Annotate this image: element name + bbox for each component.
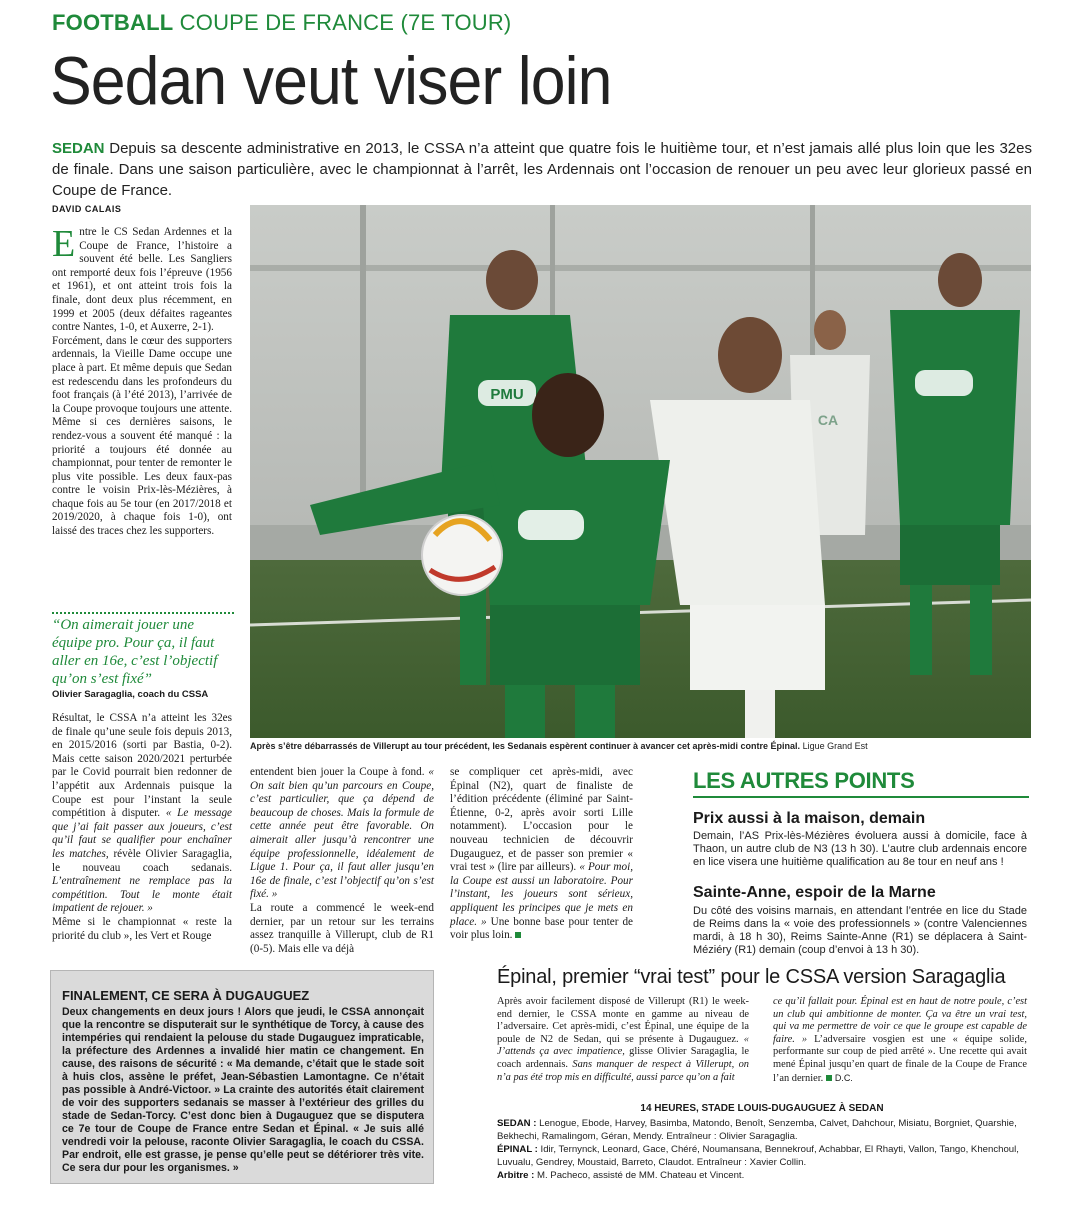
section-kicker <box>52 10 511 36</box>
body-paragraph-3 <box>52 712 232 916</box>
p3-end: révèle Olivier Saragaglia, le nouveau coach sedanais. <box>52 847 233 874</box>
lineup-epinal-label: ÉPINAL : <box>497 1144 538 1155</box>
epinal-column-2 <box>773 996 1027 1085</box>
epinal-signature: D.C. <box>834 1072 853 1083</box>
body-column-1-continued <box>52 712 232 943</box>
body-paragraph-1: ntre le CS Sedan Ardennes et la Coupe de France, l’histoire a souvent été belle. Les Sangliers ont remporté deux fois l’épreuve (1956 et 1961), et ont atteint trois fois la finale, dont deux plus récemment, en 1999 et 2005 (deux défaites rageantes contre Nantes, 1-0, et Auxerre, 2-1). <box>52 226 232 334</box>
match-header: 14 HEURES, STADE LOUIS-DUGAUGUEZ À SEDAN <box>640 1103 884 1114</box>
referee <box>497 1169 1029 1182</box>
lineup-sedan-label: SEDAN : <box>497 1118 537 1129</box>
col2-quote: « On sait bien qu’un parcours en Coupe, c’est particulier, que ça dépend de beaucoup de choses. Mais la formule de cette année peut être favorable. On aimerait aller jusqu’à rencontrer une équipe professionnelle, idéalement de Ligue 1. Pour ça, il faut aller jusqu’en 16e de finale, c’est l’objectif qu’on s’est fixé. » <box>250 766 434 901</box>
photo-credit: Ligue Grand Est <box>802 741 868 751</box>
body-paragraph-4: Même si le championnat « reste la priorité du club », les Vert et Rouge <box>52 915 232 942</box>
epinal-c1-b: glisse Olivier Saragaglia, le coach ardennais. <box>497 1046 749 1070</box>
section-label: FOOTBALL <box>52 10 174 35</box>
col3-text <box>450 766 633 943</box>
lede-place: SEDAN <box>52 140 105 157</box>
end-mark-icon <box>826 1075 832 1081</box>
body-column-1 <box>52 223 232 539</box>
pull-quote: “On aimerait jouer une équipe pro. Pour ça, il faut aller en 16e, c’est l’objectif qu’on s’est fixé” <box>52 612 234 688</box>
col3-quote: « Pour moi, la Coupe est aussi un laboratoire. Pour l’instant, les joueurs sont sérieux, appliquent les principes que je mets en place. » <box>450 861 633 928</box>
info-box-title: FINALEMENT, CE SERA À DUGAUGUEZ <box>62 988 310 1003</box>
dropcap: E <box>52 223 76 265</box>
lineup-sedan <box>497 1117 1029 1143</box>
body-column-3 <box>450 766 633 943</box>
epinal-c1-quote-2: Sans manquer de respect à Villerupt, on n’a pas été trop mis en difficulté, aussi parce qu’on a fait <box>497 1058 749 1083</box>
sponsor-logo-1: PMU <box>490 386 524 403</box>
pull-quote-author: Olivier Saragaglia, coach du CSSA <box>52 689 209 700</box>
sidebar-paragraph-1: Demain, l’AS Prix-lès-Mézières évoluera aussi à domicile, face à Thaon, un autre club de N3 (13 h 30). L’autre club ardennais encore en lice visera une huitième qualification au 8e tour en neuf ans ! <box>693 830 1027 868</box>
match-photo <box>250 205 1031 738</box>
lineup-epinal-players: Idir, Ternynck, Leonard, Gace, Chéré, Noumansana, Bennekrouf, Achabbar, El Rhayti, Vallon, Tango, Khenchoul, Luvualu, Gendrey, Moustaid, Barreto, Claudot. Entraîneur : Xavier Collin. <box>497 1144 1019 1168</box>
epinal-c1-quote: « J’attends ça avec impatience, <box>497 1033 749 1058</box>
sidebar-divider <box>693 796 1029 798</box>
sponsor-logo-2: CA <box>817 412 839 428</box>
p3-quote: « Le message que j’ai fait passer aux joueurs, c’est qu’il faut se qualifier pour enchaîner les matches, <box>52 807 232 860</box>
sidebar-title: LES AUTRES POINTS <box>693 768 915 793</box>
body-paragraph-2: Forcément, dans le cœur des supporters ardennais, la Vieille Dame occupe une place à part. Et même depuis que Sedan est redescendu dans les profondeurs du foot français (à l’été 2013), l’arrivée de la Coupe provoque toujours une attente. Même si ces dernières saisons, le rendez-vous a souvent été manqué : la priorité a toujours été donnée au championnat, pour tenter de remonter le plus vite possible. Les deux faux-pas contre le voisin Prix-lès-Mézières, à chaque fois au 5e tour (en 2017/2018 et 2019/2020, à chaque fois 1-0), ont laissé des traces chez les supporters. <box>52 334 232 538</box>
sidebar-paragraph-2: Du côté des voisins marnais, en attendant l’entrée en lice du Stade de Reims dans la « voie des professionnels » (contre Valenciennes mardi, à 18 h 30), Reims Sainte-Anne (R1) se déplacera à Saint-Méziéry (R1) demain (coup d’envoi à 13 h 30). <box>693 905 1027 956</box>
epinal-c2-a: L’adversaire vosgien est une « équipe solide, performante sur coup de pied arrêté ». Une recette qui avait mené Épinal jusqu’en quart de finale de la Coupe de France l’an dernier. <box>773 1033 1027 1084</box>
match-photo-illustration <box>250 205 1031 738</box>
info-box-text: Deux changements en deux jours ! Alors que jeudi, le CSSA annonçait que la rencontre se disputerait sur le synthétique de Torcy, à cause des intempéries qui rendaient la pelouse du stade Dugauguez impraticable, la préfecture des Ardennes a invalidé hier matin ce changement. En cause, des raisons de sécurité : « Ma demande, c’était que le stade soit à huis clos, assène le préfet, Jean-Sébastien Lamontagne. Ce n’était pas possible à André-Victoor. » La crainte des autorités était clairement de voir des supporters sedanais se masser à l’extérieur des grilles du stade de Sedan-Torcy. C’est donc bien à Dugauguez que se disputera ce 7e tour de Coupe de France entre Sedan et Épinal. « Je suis allé vendredi voir la pelouse, raconte Olivier Saragaglia, le coach du CSSA. Par endroit, elle est grasse, je pense qu’elle peut se détériorer très vite. Ce sera dur pour les organismes. » <box>62 1006 424 1174</box>
photo-caption-text: Après s’être débarrassés de Villerupt au tour précédent, les Sedanais espèrent continuer à avancer cet après-midi contre Épinal. <box>250 741 801 751</box>
p3-quote-2: L’entraînement ne remplace pas la compétition. Tout le monte était impatient de rejouer. » <box>52 875 232 915</box>
lineup-epinal <box>497 1143 1029 1169</box>
epinal-column-1 <box>497 996 749 1084</box>
lineup-sedan-players: Lenogue, Ebode, Harvey, Basimba, Matondo, Benoît, Senzemba, Calvet, Dahchour, Misiatu, Borgniet, Quarshie, Bekhechi, Ramalingom, Géran, Mendy. Entraîneur : Olivier Saragaglia. <box>497 1118 1017 1142</box>
lede-text: Depuis sa descente administrative en 2013, le CSSA n’a atteint que quatre fois le huitième tour, et n’est jamais allé plus loin que les 32es de finale. Dans une saison particulière, avec le championnat à l’arrêt, les Ardennais ont l’occasion de renouer un peu avec leur glorieux passé en Coupe de France. <box>52 140 1032 199</box>
sidebar-heading-2: Sainte-Anne, espoir de la Marne <box>693 884 936 901</box>
lede <box>52 138 1032 201</box>
headline: Sedan veut viser loin <box>50 43 612 119</box>
referee-label: Arbitre : <box>497 1170 535 1181</box>
referee-names: M. Pacheco, assisté de MM. Chateau et Vincent. <box>536 1170 745 1181</box>
col3-a: se compliquer cet après-midi, avec Épinal (N2), quart de finaliste de l’édition précédente (éliminé par Saint-Étienne, 0-2, après avoir sorti Lille notamment). L’occasion pour le nouveau technicien de découvrir Dugauguez, et de passer son premier « vrai test » (lire par ailleurs). <box>450 766 633 874</box>
col2-a: entendent bien jouer la Coupe à fond. <box>250 766 425 778</box>
epinal-c1-a: Après avoir facilement disposé de Villerupt (R1) le week-end dernier, le CSSA monte en gamme au niveau de l’adversaire. Cet après-midi, c’est Épinal, une équipe de la poule de N2 de Sedan, qui se présente à Dugauguez. <box>497 996 749 1045</box>
p3-text: Résultat, le CSSA n’a atteint les 32es de finale qu’une seule fois depuis 2013, en 2015/2016 (sorti par Bastia, 0-2). Mais cette saison 2020/2021 perturbée par le Covid pourrait bien redonner de l’appétit aux Ardennais puisque la Coupe est pour l’instant la seule compétition à disputer. <box>52 712 232 820</box>
competition-label: COUPE DE FRANCE (7E TOUR) <box>179 10 512 35</box>
col3-b: Une bonne base pour tenter de voir plus loin. <box>450 915 634 942</box>
epinal-c2-quote: ce qu’il fallait pour. Épinal est en haut de notre poule, c’est un club qui ambitionne de monter. Ça va être un vrai test, qui va me permettre de voir ce que le groupe est capable de faire. » <box>773 996 1027 1045</box>
body-column-2 <box>250 766 434 956</box>
photo-caption <box>250 741 1031 751</box>
end-mark-icon <box>515 932 521 938</box>
epinal-title: Épinal, premier “vrai test” pour le CSSA version Saragaglia <box>497 966 1006 988</box>
byline: DAVID CALAIS <box>52 204 122 214</box>
lineups <box>497 1117 1029 1182</box>
col2-text <box>250 766 434 902</box>
sidebar-heading-1: Prix aussi à la maison, demain <box>693 810 926 827</box>
col2-b: La route a commencé le week-end dernier, par un retour sur les terrains assez tranquille à Villerupt, club de R1 (0-5). Mais elle va déjà <box>250 901 434 955</box>
